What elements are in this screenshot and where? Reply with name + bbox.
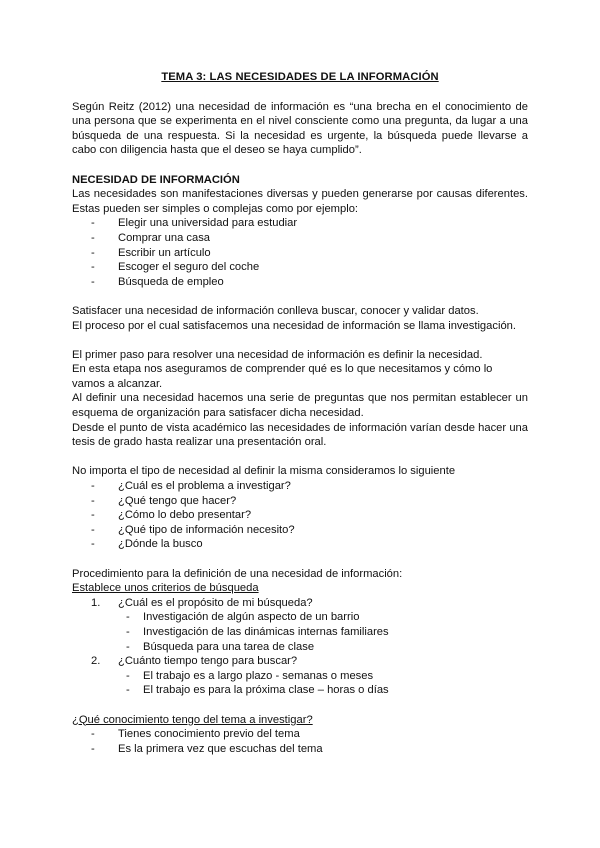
list-item: - ¿Qué tengo que hacer? xyxy=(91,494,528,509)
procedure-subheading: Establece unos criterios de búsqueda xyxy=(72,582,259,595)
examples-list xyxy=(72,216,528,289)
list-item: - Búsqueda para una tarea de clase xyxy=(126,640,528,655)
list-item: - ¿Cuál es el problema a investigar? xyxy=(91,479,528,494)
list-item: - Elegir una universidad para estudiar xyxy=(91,216,528,231)
question-number: 2. xyxy=(91,655,101,668)
intro-paragraph: Según Reitz (2012) una necesidad de información es “una brecha en el conocimiento de una persona que se experimenta en el nivel consciente como una pregunta, da lugar a una búsqueda de una respuesta. Si la necesidad es urgente, la búsqueda puede llevarse a cabo con diligencia hasta que el deseo se haya cumplido”. xyxy=(72,100,528,157)
question-subitems xyxy=(72,610,528,654)
knowledge-heading: ¿Qué conocimiento tengo del tema a investigar? xyxy=(72,713,313,726)
considerations-intro: No importa el tipo de necesidad al definir la misma consideramos lo siguiente xyxy=(72,465,456,478)
list-item: - El trabajo es para la próxima clase – horas o días xyxy=(126,683,528,698)
list-item: - ¿Cómo lo debo presentar? xyxy=(91,508,528,523)
list-item: - ¿Dónde la busco xyxy=(91,537,528,552)
list-item: - Comprar una casa xyxy=(91,231,528,246)
steps-line: El primer paso para resolver una necesidad de información es definir la necesidad. xyxy=(72,348,483,361)
procedure-questions xyxy=(72,596,528,611)
question-number: 1. xyxy=(91,596,101,609)
question-item xyxy=(91,654,528,669)
knowledge-list xyxy=(72,727,528,756)
procedure-intro: Procedimiento para la definición de una necesidad de información: xyxy=(72,567,403,580)
list-item: - El trabajo es a largo plazo - semanas o meses xyxy=(126,669,528,684)
steps-line: Al definir una necesidad hacemos una serie de preguntas que nos permitan establecer un esquema de organización para satisfacer dicha necesidad. xyxy=(72,392,528,420)
list-item: - Escribir un artículo xyxy=(91,246,528,261)
section-heading-necesidad: NECESIDAD DE INFORMACIÓN xyxy=(72,173,240,186)
satisfy-line: Satisfacer una necesidad de información conlleva buscar, conocer y validar datos. xyxy=(72,304,479,317)
steps-line: Desde el punto de vista académico las necesidades de información varían desde hacer una tesis de grado hasta realizar una presentación oral. xyxy=(72,421,528,449)
question-subitems xyxy=(72,669,528,698)
steps-line: En esta etapa nos aseguramos de comprender qué es lo que necesitamos y cómo lo vamos a alcanzar. xyxy=(72,363,493,390)
list-item: - Investigación de algún aspecto de un barrio xyxy=(126,610,528,625)
section-paragraph: Las necesidades son manifestaciones diversas y pueden generarse por causas diferentes. Estas pueden ser simples o complejas como por ejemplo: xyxy=(72,188,528,215)
list-item: - Escoger el seguro del coche xyxy=(91,260,528,275)
considerations-list xyxy=(72,479,528,552)
list-item: - Investigación de las dinámicas internas familiares xyxy=(126,625,528,640)
list-item: - Búsqueda de empleo xyxy=(91,275,528,290)
question-text: ¿Cuál es el propósito de mi búsqueda? xyxy=(118,596,313,609)
satisfy-line: El proceso por el cual satisfacemos una necesidad de información se llama investigación. xyxy=(72,319,517,332)
list-item: - Tienes conocimiento previo del tema xyxy=(91,727,528,742)
procedure-questions xyxy=(72,654,528,669)
list-item: - Es la primera vez que escuchas del tema xyxy=(91,742,528,757)
question-text: ¿Cuánto tiempo tengo para buscar? xyxy=(118,655,298,668)
list-item: - ¿Qué tipo de información necesito? xyxy=(91,523,528,538)
page-title: TEMA 3: LAS NECESIDADES DE LA INFORMACIÓN xyxy=(161,71,439,83)
question-item xyxy=(91,596,528,611)
